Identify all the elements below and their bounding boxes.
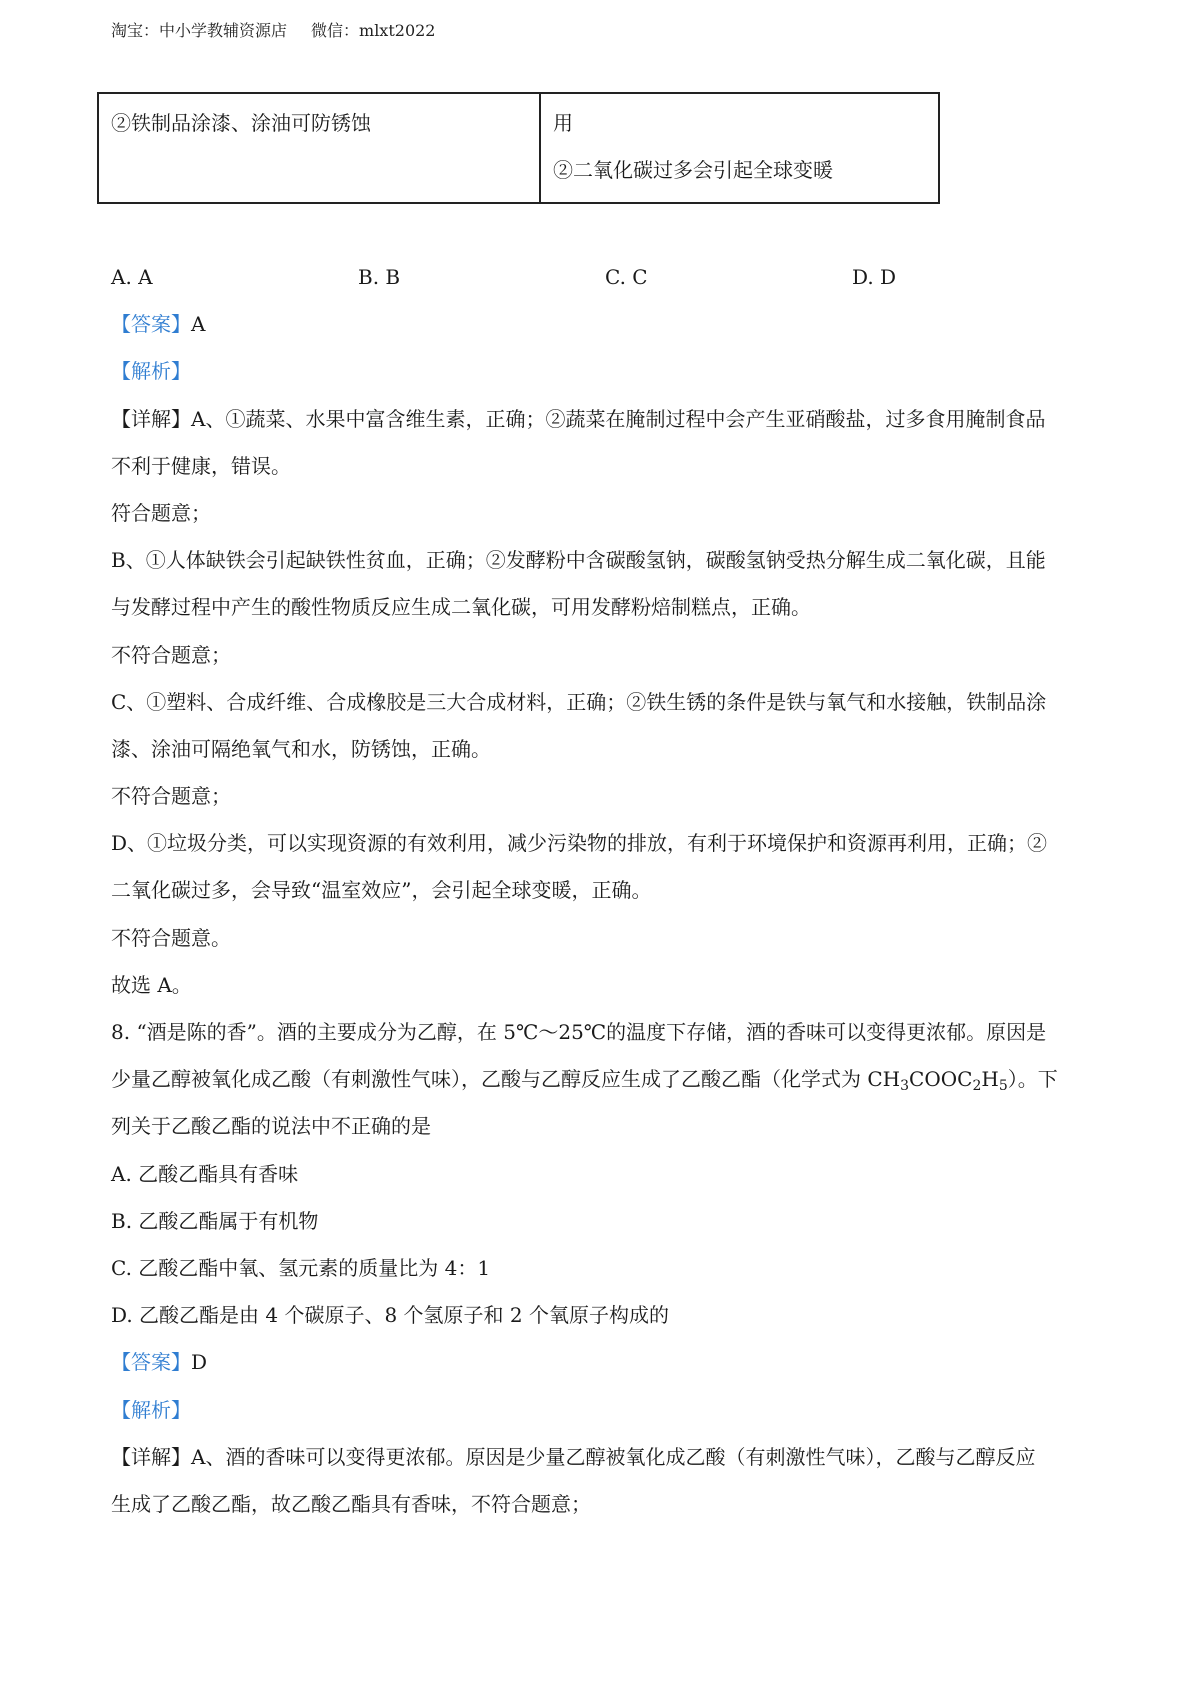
answer-value: D — [191, 1350, 208, 1375]
text-line: B、①人体缺铁会引起缺铁性贫血，正确；②发酵粉中含碳酸氢钠，碳酸氢钠受热分解生成二氧化碳，且能 — [111, 548, 1046, 573]
text-line: 二氧化碳过多，会导致“温室效应”，会引起全球变暖，正确。 — [111, 878, 652, 903]
option-c: C. C — [605, 265, 648, 289]
text-line: D、①垃圾分类，可以实现资源的有效利用，减少污染物的排放，有利于环境保护和资源再利用，正确；② — [111, 831, 1048, 856]
wechat-id: 微信：mlxt2022 — [311, 21, 436, 40]
option-b: B. B — [358, 265, 401, 289]
q7-answer — [111, 309, 1101, 339]
option-d: D. D — [852, 265, 897, 289]
q8-analysis-tag: 【解析】 — [111, 1397, 191, 1422]
q8-option-b: B. 乙酸乙酯属于有机物 — [111, 1208, 319, 1233]
table-cell-right — [541, 94, 938, 202]
q8-option-c: C. 乙酸乙酯中氧、氢元素的质量比为 4：1 — [111, 1255, 491, 1280]
answer-tag: 【答案】 — [111, 1350, 191, 1375]
text-line: 不符合题意； — [111, 642, 231, 667]
q8-stem-line — [111, 1064, 1101, 1094]
text-line: 不符合题意； — [111, 784, 231, 809]
q8-option-a: A. 乙酸乙酯具有香味 — [111, 1161, 299, 1186]
table-cell-text: ②二氧化碳过多会引起全球变暖 — [553, 158, 833, 182]
text-line: 不符合题意。 — [111, 925, 231, 950]
comparison-table — [97, 92, 940, 204]
text-line: 符合题意； — [111, 500, 211, 525]
q8-stem-line: 8. “酒是陈的香”。酒的主要成分为乙醇，在 5℃～25℃的温度下存储，酒的香味可以变得更浓郁。原因是 — [111, 1020, 1047, 1044]
table-cell-text: ②铁制品涂漆、涂油可防锈蚀 — [111, 111, 371, 135]
text-line: 与发酵过程中产生的酸性物质反应生成二氧化碳，可用发酵粉焙制糕点，正确。 — [111, 595, 811, 620]
q8-option-d: D. 乙酸乙酯是由 4 个碳原子、8 个氢原子和 2 个氧原子构成的 — [111, 1303, 669, 1328]
q7-options — [111, 262, 1101, 292]
document-body — [111, 262, 1101, 1536]
text-line: 生成了乙酸乙酯，故乙酸乙酯具有香味，不符合题意； — [111, 1491, 591, 1516]
page-header — [111, 16, 435, 46]
text-line: 不利于健康，错误。 — [111, 453, 291, 478]
shop-name: 淘宝：中小学教辅资源店 — [111, 21, 288, 40]
text-line: C、①塑料、合成纤维、合成橡胶是三大合成材料，正确；②铁生锈的条件是铁与氧气和水接触，铁制品涂 — [111, 689, 1047, 714]
text-line: 【详解】A、①蔬菜、水果中富含维生素，正确；②蔬菜在腌制过程中会产生亚硝酸盐，过多食用腌制食品 — [111, 406, 1046, 431]
option-a: A. A — [111, 265, 153, 289]
subscript: 3 — [900, 1078, 910, 1095]
stem-text: 少量乙醇被氧化成乙酸（有刺激性气味），乙酸与乙醇反应生成了乙酸乙酯（化学式为 CH — [111, 1067, 901, 1092]
subscript: 2 — [972, 1078, 982, 1095]
text-line: 漆、涂油可隔绝氧气和水，防锈蚀，正确。 — [111, 736, 491, 761]
answer-tag: 【答案】 — [111, 312, 191, 337]
q8-answer — [111, 1347, 1101, 1377]
stem-text: ）。下 — [1007, 1067, 1058, 1092]
text-line: 故选 A。 — [111, 972, 192, 997]
answer-value: A — [191, 312, 206, 337]
stem-text: COOC — [909, 1067, 973, 1092]
q7-analysis-tag: 【解析】 — [111, 359, 191, 384]
text-line: 【详解】A、酒的香味可以变得更浓郁。原因是少量乙醇被氧化成乙酸（有刺激性气味），乙酸与乙醇反应 — [111, 1444, 1036, 1469]
table-cell-text: 用 — [553, 111, 573, 135]
subscript: 5 — [998, 1078, 1008, 1095]
stem-text: H — [981, 1067, 999, 1092]
q8-stem-line: 列关于乙酸乙酯的说法中不正确的是 — [111, 1114, 431, 1139]
table-cell-left — [99, 94, 541, 202]
